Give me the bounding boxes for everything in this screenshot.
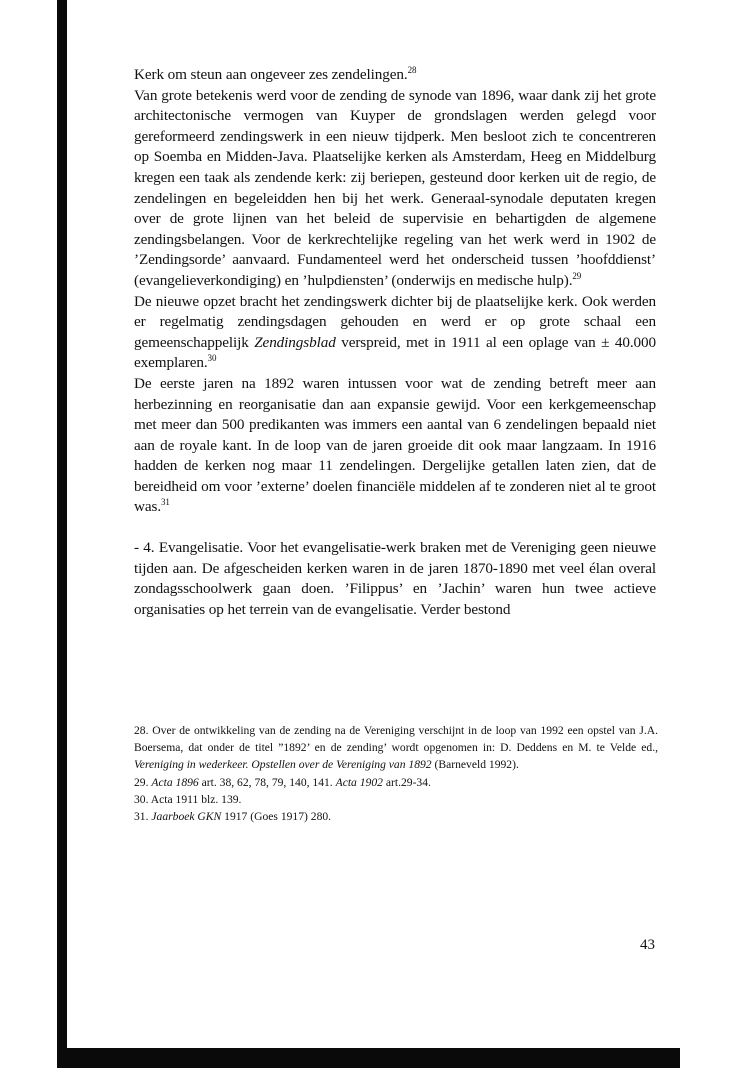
- scan-border-bottom: [57, 1048, 680, 1068]
- text-run: Van grote betekenis werd voor de zending de synode van 1896, waar dank zij het grote architectonische vermogen van Kuyper de grondslagen werden gelegd voor gereformeerd zendingswerk in een nieuw tijdperk. Men besloot zich te concentreren op Soemba en Midden-Java. Plaatselijke kerken als Amsterdam, Heeg en Middelburg kregen een taak als zendende kerk: zij beriepen, gesteund door kerken uit de regio, de zendelingen en begeleidden hen bij het werk. Generaal-synodale deputaten kregen over de grote lijnen van het beleid de supervisie en behartigden de algemene zendingsbelangen. Voor de kerkrechtelijke regeling van het werk werd in 1902 de ’Zendingsorde’ aanvaard. Fundamenteel werd het onderscheid tussen ’hoofddienst’ (evangelieverkondiging) en ’hulpdiensten’ (onderwijs en medische hulp).: [134, 86, 656, 289]
- footnote: [134, 722, 658, 774]
- footnote: [134, 791, 658, 808]
- footnotes: [134, 722, 658, 825]
- italic-text: Jaarboek GKN: [151, 810, 222, 824]
- text-run: 28. Over de ontwikkeling van de zending na de Vereniging verschijnt in de loop van 1992 een opstel van J.A. Boersema, dat onder de titel ”1892’ en de zending’ wordt opgenomen in: D. Deddens en M. te Velde ed.,: [134, 724, 658, 755]
- italic-text: Zendingsblad: [254, 333, 336, 351]
- paragraph-gap: [134, 518, 656, 538]
- footnote: [134, 808, 658, 825]
- text-run: De nieuwe opzet bracht het zendingswerk dichter bij de plaatselijke kerk. Ook werden er regelmatig zendingsdagen gehouden en werd er op grote schaal een gemeenschappelijk: [134, 292, 656, 351]
- text-run: verspreid, met in 1911 al een oplage van ± 40.000 exemplaren.: [134, 333, 656, 372]
- italic-text: Acta 1902: [335, 775, 383, 789]
- text-run: (Barneveld 1992).: [431, 758, 519, 772]
- text-run: 30. Acta 1911 blz. 139.: [134, 792, 242, 806]
- footnote-reference: 28: [407, 65, 417, 75]
- text-run: De eerste jaren na 1892 waren intussen voor wat de zending betreft meer aan herbezinning en reorganisatie dan aan expansie gewijd. Voor een kerkgemeenschap met meer dan 500 predikanten was immers een aantal van 6 zendelingen bepaald niet aan de royale kant. In de loop van de jaren groeide dit ook maar langzaam. In 1916 hadden de kerken nog maar 11 zendelingen. Dergelijke getallen laten zien, dat de bereidheid om voor ’externe’ doelen financiële middelen af te zonderen niet al te groot was.: [134, 374, 656, 516]
- paragraph: [134, 86, 656, 292]
- scan-border-left: [57, 0, 67, 1068]
- italic-text: Acta 1896: [151, 775, 199, 789]
- text-run: Kerk om steun aan ongeveer zes zendelingen.: [134, 66, 408, 83]
- text-run: art. 38, 62, 78, 79, 140, 141.: [198, 775, 336, 789]
- paragraph: [134, 292, 656, 374]
- paragraph: [134, 374, 656, 518]
- footnote: [134, 774, 658, 791]
- footnote-reference: 30: [207, 353, 217, 364]
- text-run: 1917 (Goes 1917) 280.: [221, 810, 332, 824]
- paragraph: [134, 538, 656, 620]
- text-run: 31.: [134, 810, 152, 824]
- paragraph: [134, 65, 656, 86]
- text-run: - 4. Evangelisatie. Voor het evangelisatie-werk braken met de Vereniging geen nieuwe tijden aan. De afgescheiden kerken waren in de jaren 1870-1890 met veel élan overal zondagsschoolwerk gaan doen. ’Filippus’ en ’Jachin’ waren hun twee actieve organisaties op het terrein van de evangelisatie. Verder bestond: [134, 539, 656, 618]
- text-run: art.29-34.: [382, 775, 431, 789]
- footnote-reference: 31: [161, 497, 170, 508]
- page-number: 43: [640, 937, 655, 953]
- text-run: 29.: [134, 775, 152, 789]
- italic-text: Vereniging in wederkeer. Opstellen over de Vereniging van 1892: [134, 758, 432, 772]
- body-text: [134, 65, 656, 620]
- footnote-reference: 29: [572, 270, 582, 281]
